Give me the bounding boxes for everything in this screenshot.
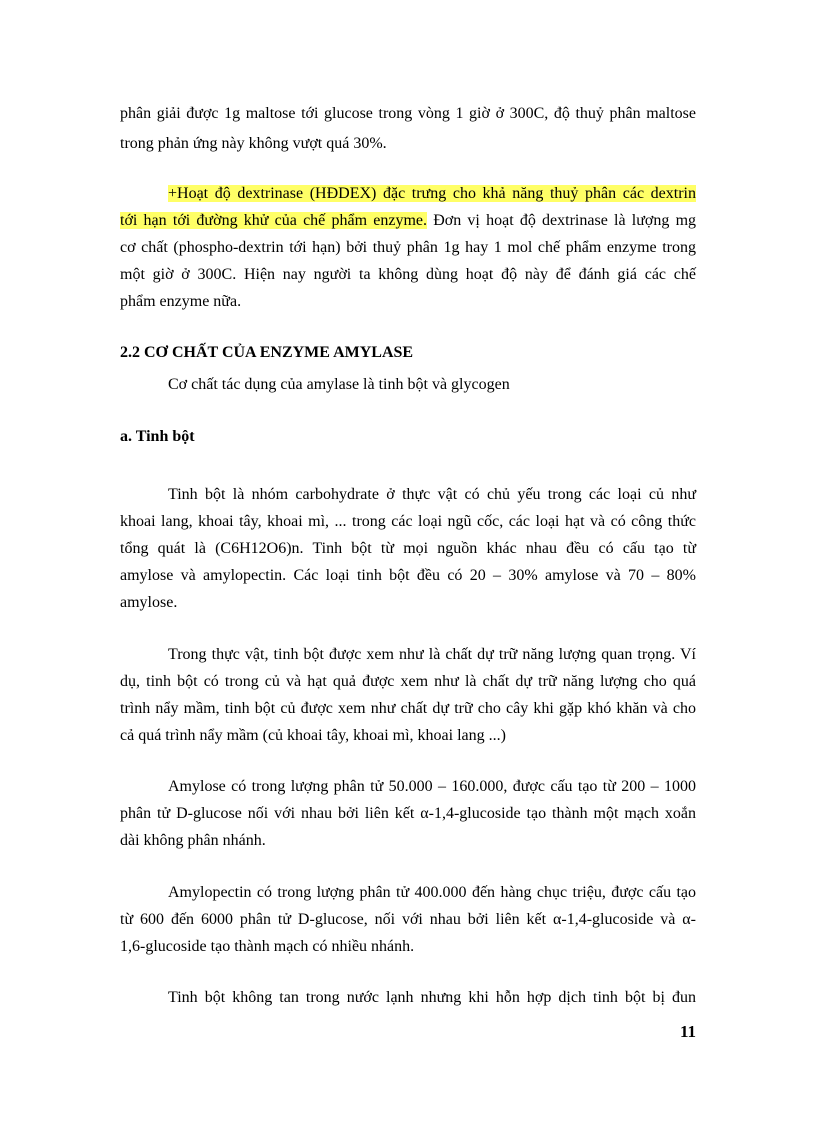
paragraph-line: dài không phân nhánh. — [120, 832, 266, 849]
paragraph-line: amylose và amylopectin. Các loại tinh bột đều có 20 – 30% amylose và 70 – 80% — [120, 567, 696, 584]
highlighted-text: +Hoạt độ dextrinase (HĐDEX) đặc trưng cho khả năng thuỷ phân các dextrin — [168, 185, 696, 202]
paragraph-line: Amylose có trong lượng phân tử 50.000 – 160.000, được cấu tạo từ 200 – 1000 — [168, 778, 696, 795]
paragraph-line: cơ chất (phospho-dextrin tới hạn) bởi thuỷ phân 1g hay 1 mol chế phẩm enzyme trong — [120, 239, 696, 256]
page-number: 11 — [679, 1022, 696, 1041]
paragraph-line — [168, 184, 696, 204]
paragraph-line: phẩm enzyme nữa. — [120, 293, 242, 310]
paragraph-line: khoai lang, khoai tây, khoai mì, ... trong các loại ngũ cốc, các loại hạt và có công thức — [120, 513, 696, 530]
paragraph-line: phân giải được 1g maltose tới glucose trong vòng 1 giờ ở 300C, độ thuỷ phân maltose — [120, 105, 696, 122]
paragraph-text: Đơn vị hoạt độ dextrinase là lượng mg — [427, 212, 697, 229]
paragraph-line — [120, 211, 696, 231]
subsection-heading: a. Tinh bột — [120, 428, 195, 445]
paragraph-line: phân tử D-glucose nối với nhau bởi liên kết α-1,4-glucoside tạo thành một mạch xoắn — [120, 805, 696, 822]
paragraph-line: trong phản ứng này không vượt quá 30%. — [120, 135, 387, 152]
paragraph-line: Tinh bột là nhóm carbohydrate ở thực vật có chủ yếu trong các loại củ như — [168, 486, 696, 503]
highlighted-text: tới hạn tới đường khử của chế phẩm enzyme. — [120, 212, 427, 229]
document-page — [120, 0, 696, 1123]
paragraph-line: Amylopectin có trong lượng phân tử 400.000 đến hàng chục triệu, được cấu tạo — [168, 884, 696, 901]
section-intro: Cơ chất tác dụng của amylase là tinh bột và glycogen — [168, 376, 510, 393]
section-heading: 2.2 CƠ CHẤT CỦA ENZYME AMYLASE — [120, 344, 414, 361]
paragraph-line: dụ, tinh bột có trong củ và hạt quả được xem như là chất dự trữ năng lượng cho quá — [120, 673, 696, 690]
paragraph-line: tổng quát là (C6H12O6)n. Tinh bột từ mọi nguồn khác nhau đều có cấu tạo từ — [120, 540, 696, 557]
paragraph-line: Trong thực vật, tinh bột được xem như là chất dự trữ năng lượng quan trọng. Ví — [168, 646, 696, 663]
paragraph-line: 1,6-glucoside tạo thành mạch có nhiều nhánh. — [120, 938, 415, 955]
paragraph-line: cả quá trình nẩy mầm (củ khoai tây, khoai mì, khoai lang ...) — [120, 727, 506, 744]
paragraph-line: amylose. — [120, 594, 178, 611]
paragraph-line: Tinh bột không tan trong nước lạnh nhưng khi hỗn hợp dịch tinh bột bị đun — [168, 989, 696, 1006]
paragraph-line: từ 600 đến 6000 phân tử D-glucose, nối với nhau bởi liên kết α-1,4-glucoside và α- — [120, 911, 696, 928]
paragraph-line: trình nẩy mầm, tinh bột củ được xem như chất dự trữ cho cây khi gặp khó khăn và cho — [120, 700, 696, 717]
paragraph-line: một giờ ở 300C. Hiện nay người ta không dùng hoạt độ này để đánh giá các chế — [120, 266, 696, 283]
